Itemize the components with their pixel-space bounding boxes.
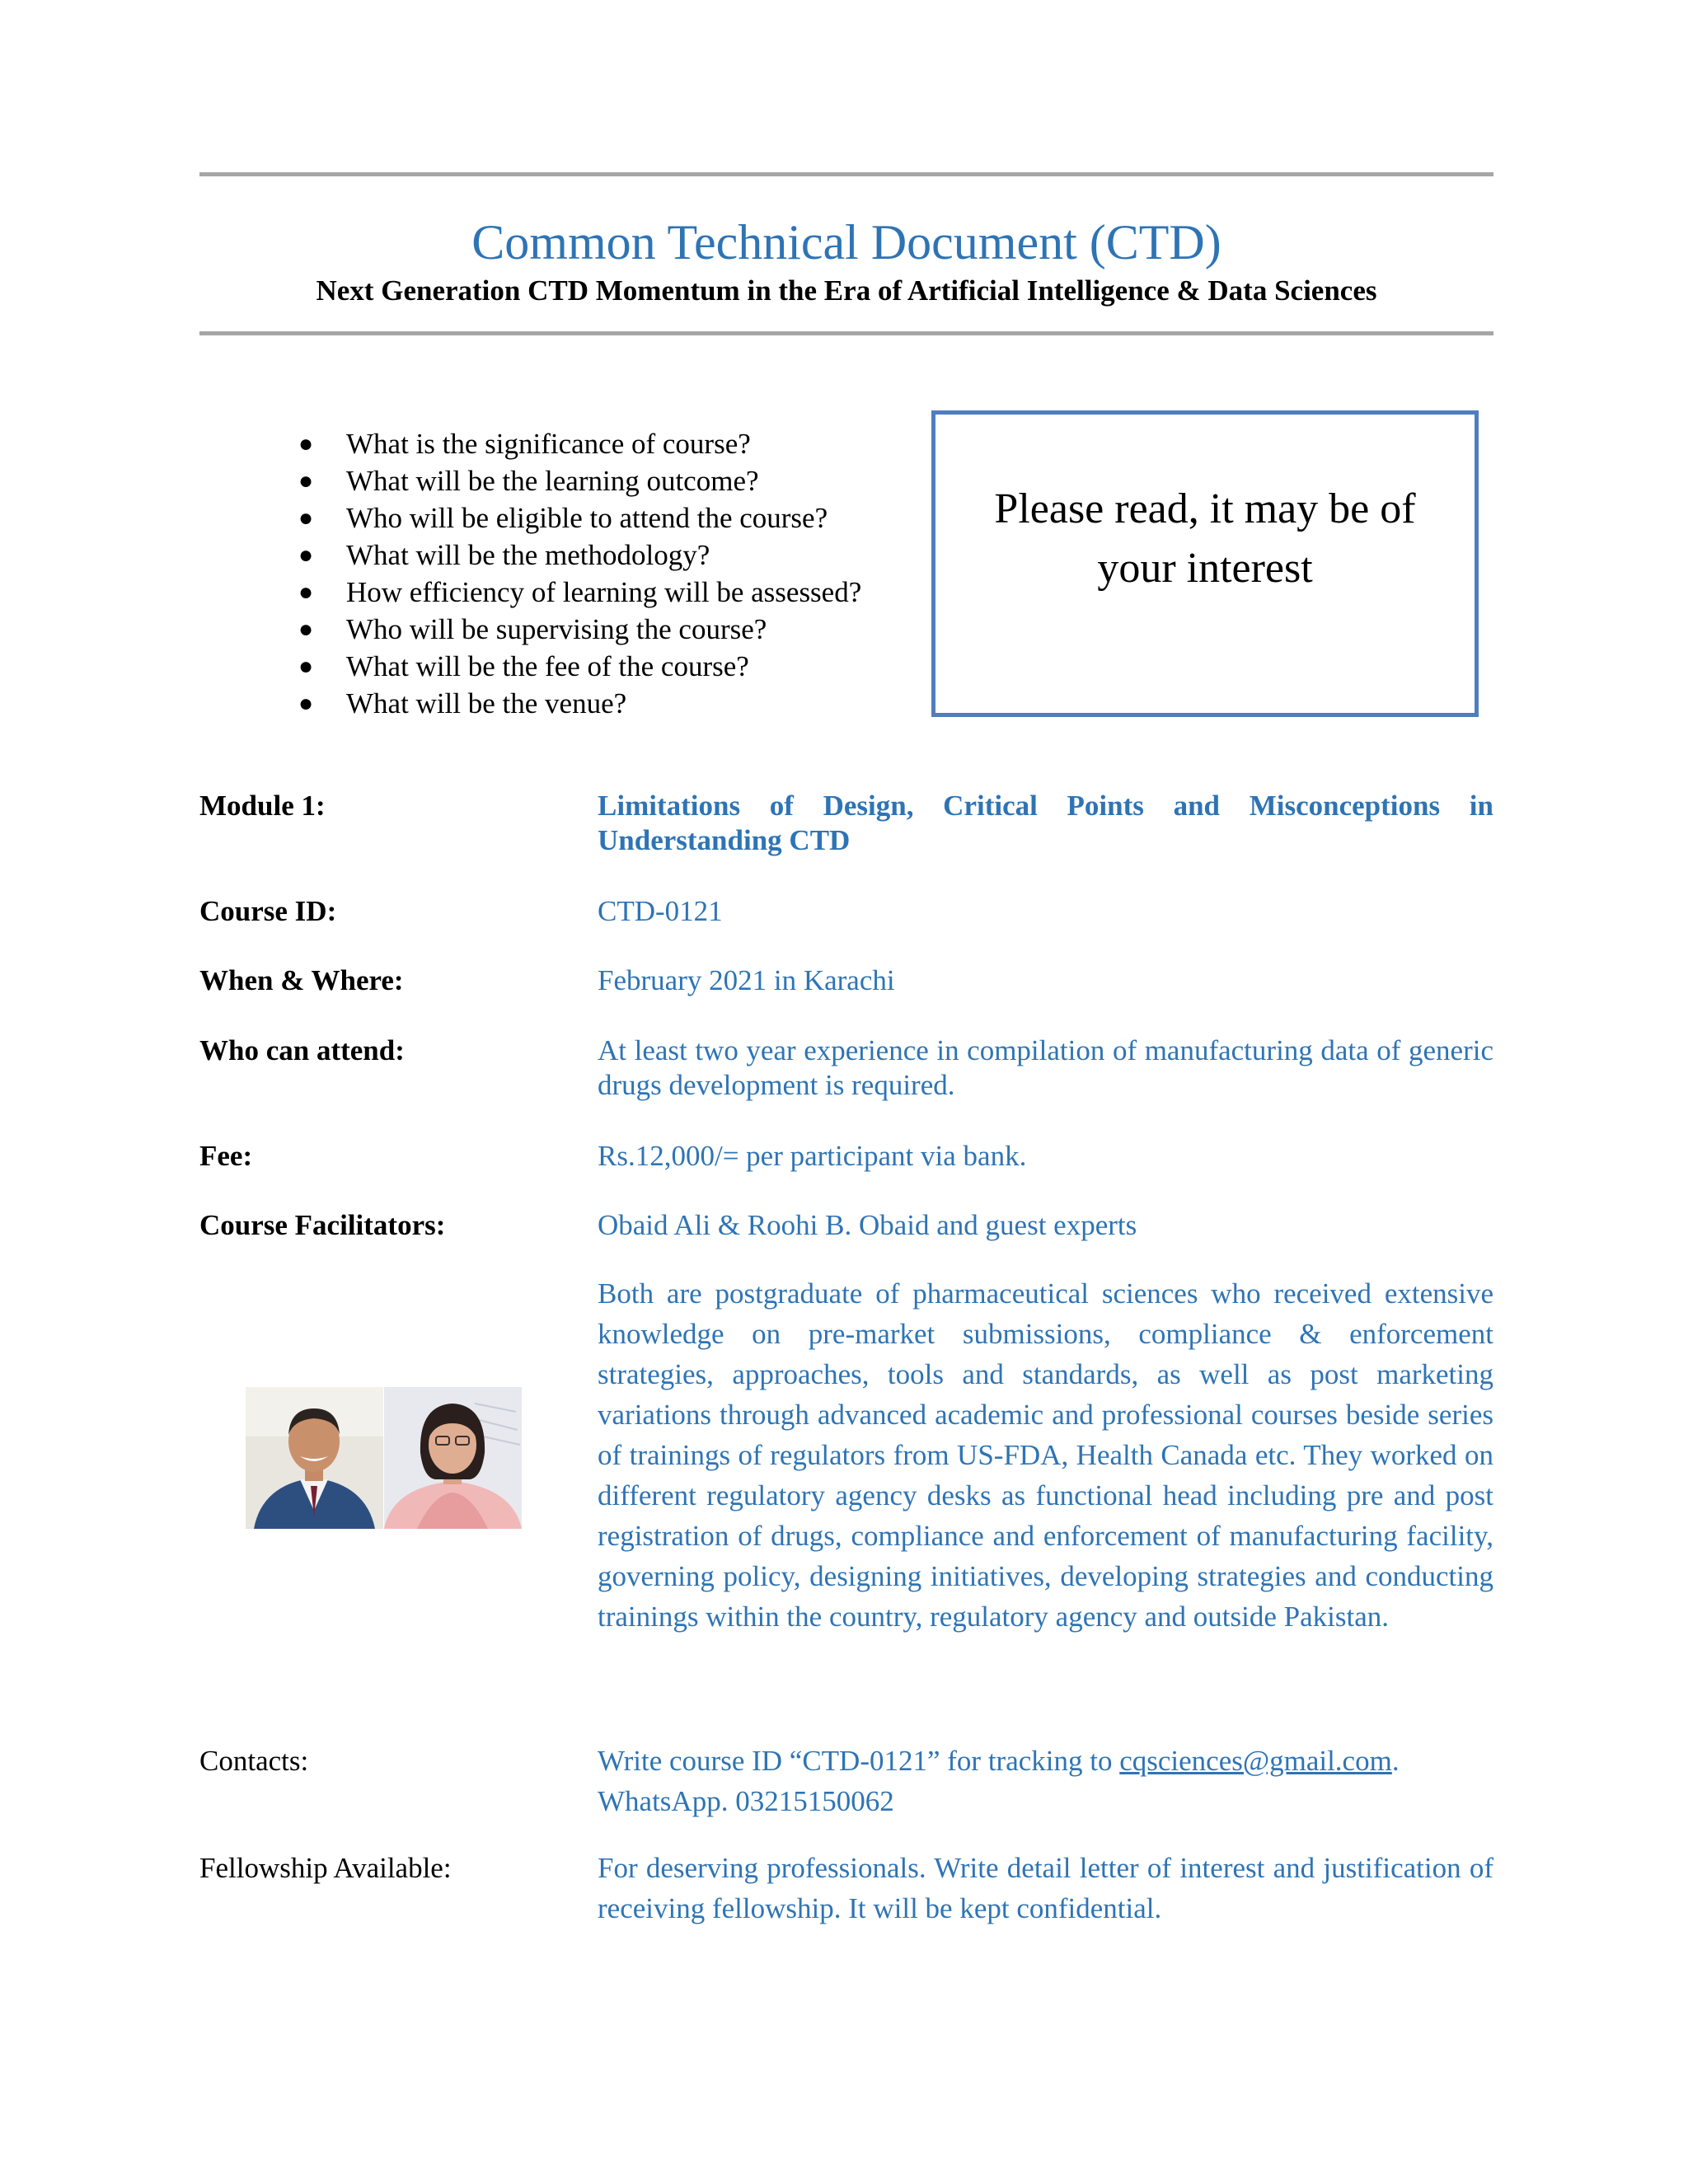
- question-list: [298, 425, 862, 722]
- contacts-text: Write course ID “CTD-0121” for tracking to: [598, 1745, 1120, 1777]
- fellowship-value: For deserving professionals. Write detail letter of interest and justification of receiving fellowship. It will be kept confidential.: [598, 1852, 1493, 1924]
- document-subtitle: Next Generation CTD Momentum in the Era of Artificial Intelligence & Data Sciences: [316, 274, 1377, 307]
- who-attend-label: Who can attend:: [199, 1034, 405, 1066]
- module-label: Module 1:: [199, 790, 326, 822]
- top-divider: [199, 172, 1493, 176]
- bullet-icon: ●: [298, 690, 314, 717]
- list-item: ● How efficiency of learning will be assessed?: [346, 574, 861, 611]
- contacts-suffix: .: [1391, 1745, 1400, 1777]
- bullet-icon: ●: [298, 467, 314, 494]
- facilitators-value: Obaid Ali & Roohi B. Obaid and guest experts: [598, 1209, 1137, 1241]
- list-item: ● What will be the methodology?: [346, 537, 861, 574]
- bullet-icon: ●: [298, 616, 314, 643]
- notice-box: [931, 410, 1479, 717]
- bullet-icon: ●: [298, 579, 314, 606]
- email-link[interactable]: cqsciences@gmail.com: [1119, 1745, 1392, 1777]
- bullet-icon: ●: [298, 541, 314, 569]
- notice-text: Please read, it may be of your interest: [994, 485, 1416, 592]
- contacts-value: [598, 1741, 1493, 1821]
- list-item: ● What will be the fee of the course?: [346, 648, 861, 685]
- whatsapp-number: WhatsApp. 03215150062: [598, 1785, 894, 1817]
- list-item: ● Who will be supervising the course?: [346, 611, 861, 648]
- fellowship-label: Fellowship Available:: [199, 1852, 452, 1884]
- when-where-label: When & Where:: [199, 964, 404, 996]
- list-item: ● What is the significance of course?: [346, 425, 861, 462]
- facilitators-bio: Both are postgraduate of pharmaceutical sciences who received extensive knowledge on pre-market submissions, compliance & enforcement strategies, approaches, tools and standards, as well as post marketing variations through advanced academic and professional courses beside series of trainings of regulators from US-FDA, Health Canada etc. They worked on different regulatory agency desks as functional head including pre and post registration of drugs, compliance and enforcement of manufacturing facility, governing policy, designing initiatives, developing strategies and conducting trainings within the country, regulatory agency and outside Pakistan.: [598, 1277, 1493, 1633]
- when-where-value: February 2021 in Karachi: [598, 964, 895, 996]
- contacts-label: Contacts:: [199, 1745, 309, 1777]
- fee-label: Fee:: [199, 1140, 253, 1172]
- bullet-icon: ●: [298, 653, 314, 680]
- module-value: Limitations of Design, Critical Points and Misconceptions in Understanding CTD: [598, 790, 1493, 856]
- bullet-icon: ●: [298, 504, 314, 532]
- fee-value: Rs.12,000/= per participant via bank.: [598, 1140, 1027, 1172]
- facilitator-photo-female: [384, 1387, 522, 1529]
- who-attend-value: At least two year experience in compilation of manufacturing data of generic drugs development is required.: [598, 1034, 1493, 1101]
- course-id-label: Course ID:: [199, 895, 337, 927]
- facilitator-photo-male: [246, 1387, 383, 1529]
- list-item: ● What will be the venue?: [346, 685, 861, 722]
- bottom-divider: [199, 331, 1493, 335]
- course-id-value: CTD-0121: [598, 895, 723, 927]
- facilitators-label: Course Facilitators:: [199, 1209, 446, 1241]
- list-item: ● Who will be eligible to attend the course?: [346, 499, 861, 537]
- bullet-icon: ●: [298, 430, 314, 457]
- list-item: ● What will be the learning outcome?: [346, 462, 861, 499]
- document-title: Common Technical Document (CTD): [471, 215, 1221, 269]
